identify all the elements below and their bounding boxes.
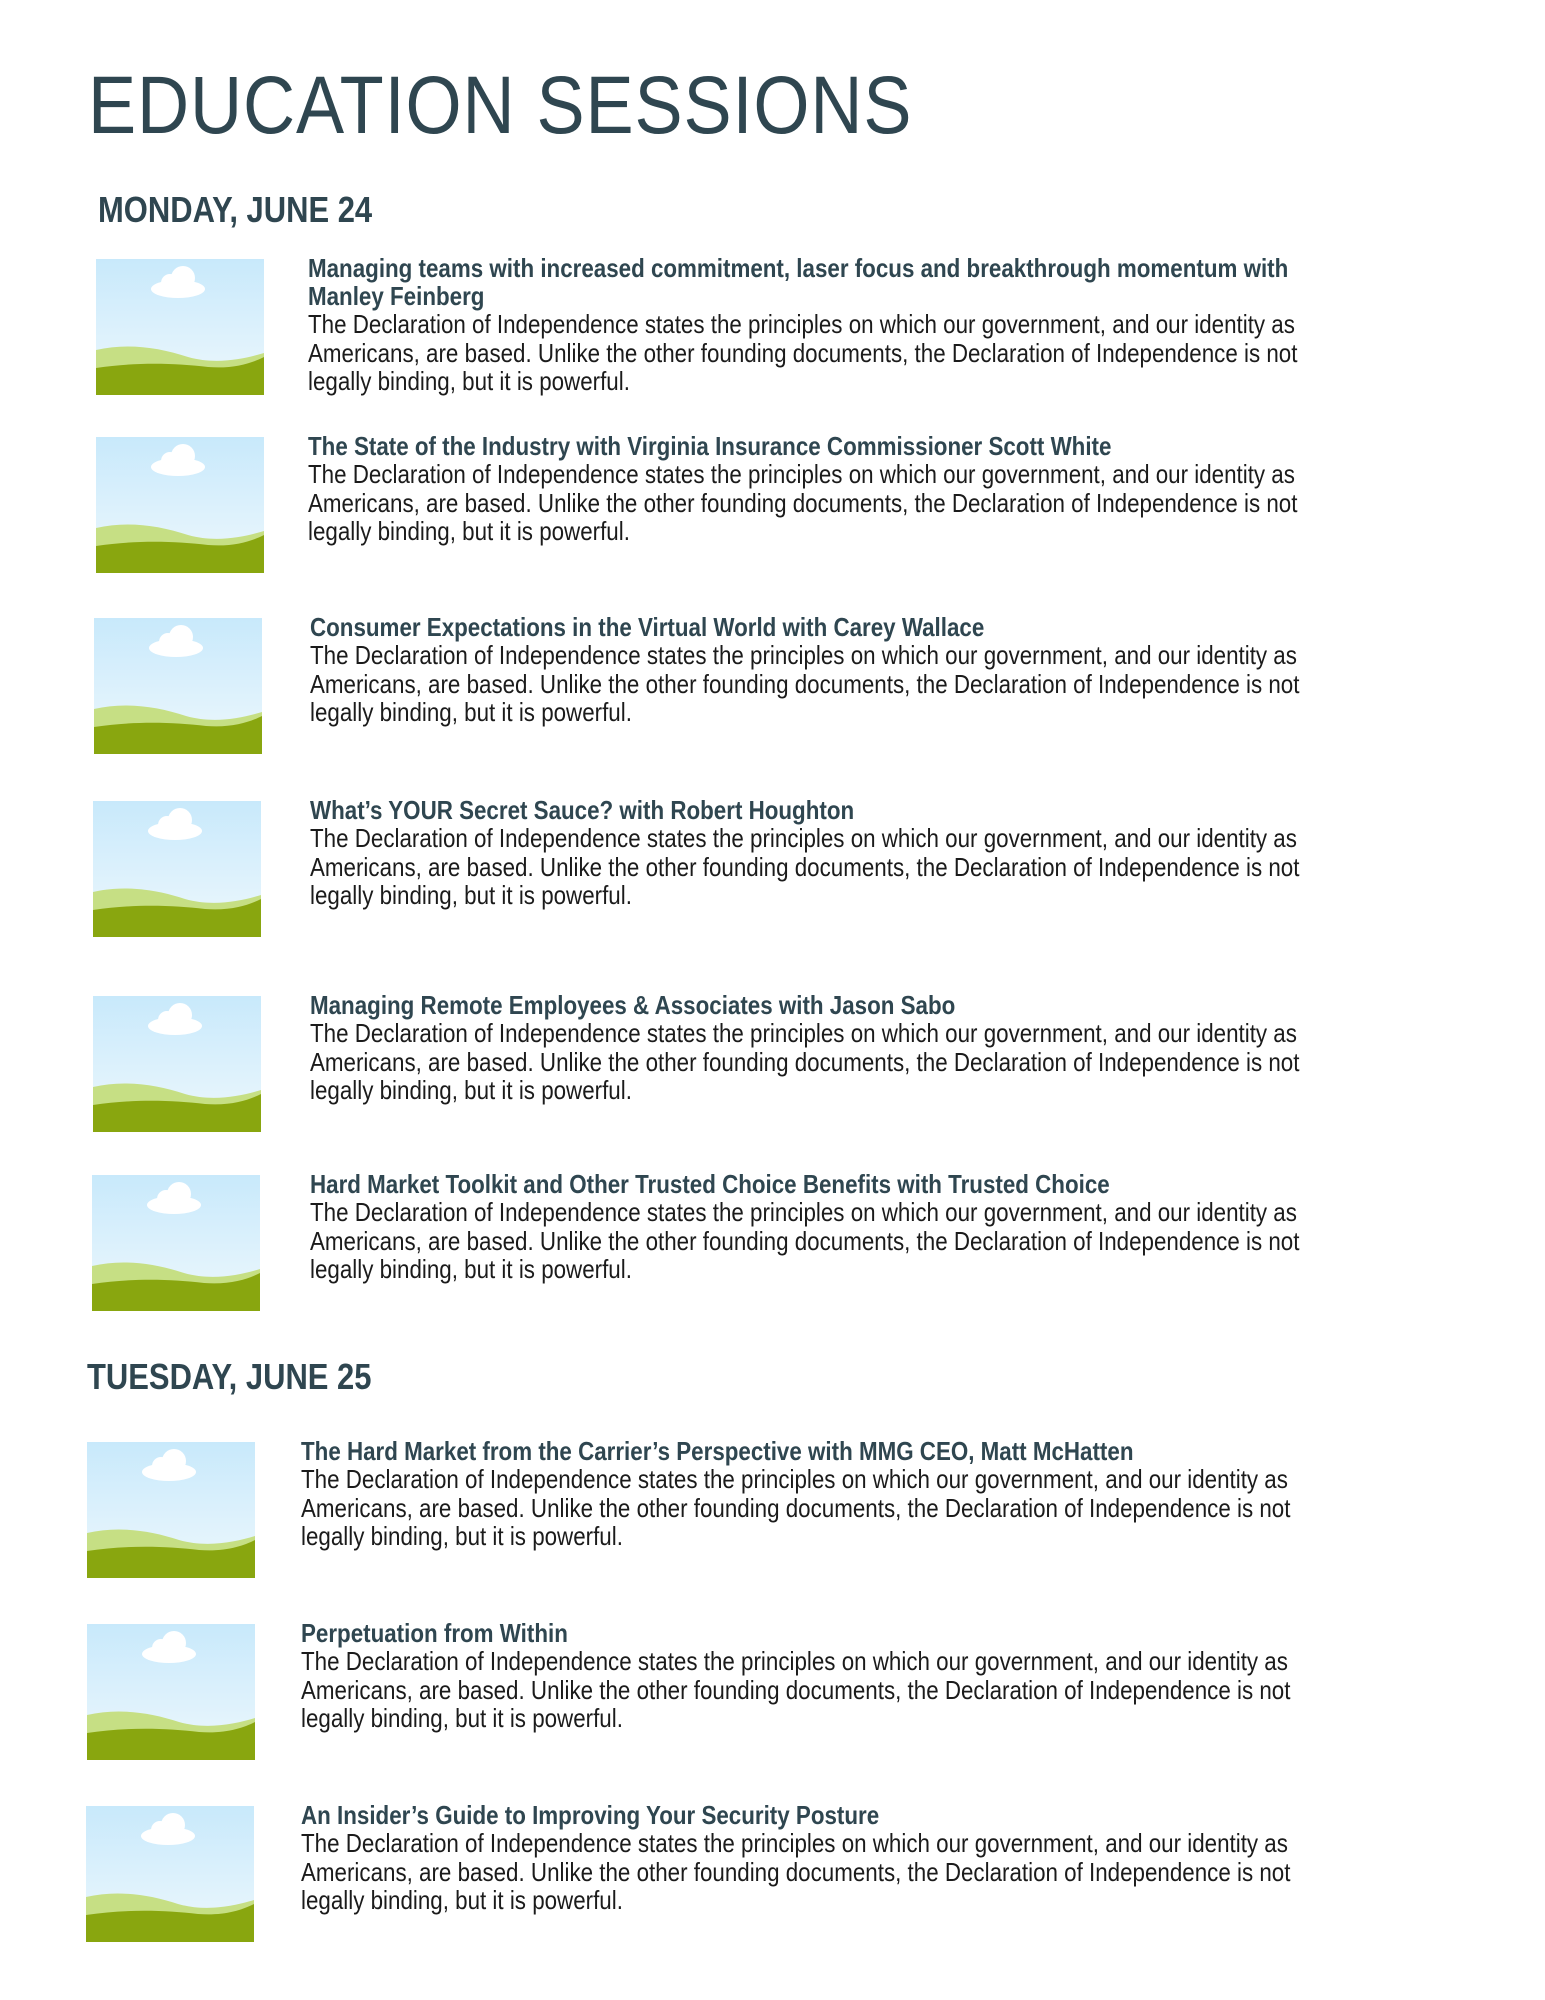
session-description: The Declaration of Independence states the principles on which our government, and our identity as Americans, are based. Unlike the other founding documents, the Declaration of Independence is not legally binding, but it is powerful. [301, 1828, 1291, 1915]
session-item [87, 1437, 1516, 1578]
session-item [94, 613, 1490, 754]
session-title: Hard Market Toolkit and Other Trusted Choice Benefits with Trusted Choice [310, 1169, 1110, 1199]
session-title: What’s YOUR Secret Sauce? with Robert Houghton [310, 795, 855, 825]
session-description: The Declaration of Independence states the principles on which our government, and our identity as Americans, are based. Unlike the other founding documents, the Declaration of Independence is not legally binding, but it is powerful. [308, 459, 1298, 546]
session-title: Perpetuation from Within [301, 1618, 568, 1648]
session-description: The Declaration of Independence states the principles on which our government, and our identity as Americans, are based. Unlike the other founding documents, the Declaration of Independence is not legally binding, but it is powerful. [308, 309, 1298, 396]
session-thumbnail [96, 254, 264, 395]
landscape-placeholder-icon [93, 801, 261, 937]
session-thumbnail [94, 613, 262, 754]
session-item [93, 796, 1490, 937]
session-title: An Insider’s Guide to Improving Your Security Posture [301, 1800, 880, 1830]
session-thumbnail [87, 1619, 255, 1760]
session-thumbnail [93, 796, 261, 937]
session-description: The Declaration of Independence states the principles on which our government, and our identity as Americans, are based. Unlike the other founding documents, the Declaration of Independence is not legally binding, but it is powerful. [310, 823, 1300, 910]
landscape-placeholder-icon [96, 259, 264, 395]
session-title: Managing Remote Employees & Associates with Jason Sabo [310, 990, 956, 1020]
landscape-placeholder-icon [93, 996, 261, 1132]
session-description: The Declaration of Independence states the principles on which our government, and our identity as Americans, are based. Unlike the other founding documents, the Declaration of Independence is not legally binding, but it is powerful. [301, 1464, 1291, 1551]
session-title: Consumer Expectations in the Virtual World with Carey Wallace [310, 612, 985, 642]
session-thumbnail [93, 991, 261, 1132]
session-item [92, 1170, 1500, 1311]
landscape-placeholder-icon [87, 1624, 255, 1760]
day-heading-monday: MONDAY, JUNE 24 [98, 189, 373, 230]
day-heading-tuesday: TUESDAY, JUNE 25 [87, 1356, 372, 1397]
session-thumbnail [86, 1801, 254, 1942]
session-description: The Declaration of Independence states the principles on which our government, and our identity as Americans, are based. Unlike the other founding documents, the Declaration of Independence is not legally binding, but it is powerful. [310, 1197, 1300, 1284]
session-title: Managing teams with increased commitment, laser focus and breakthrough momentum with Manley Feinberg [308, 253, 1289, 311]
landscape-placeholder-icon [94, 618, 262, 754]
landscape-placeholder-icon [86, 1806, 254, 1942]
session-item [96, 254, 1488, 396]
session-item [93, 991, 1510, 1132]
session-title: The Hard Market from the Carrier’s Perspective with MMG CEO, Matt McHatten [301, 1436, 1134, 1466]
page-title: EDUCATION SESSIONS [88, 60, 913, 151]
session-item [96, 432, 1488, 573]
landscape-placeholder-icon [87, 1442, 255, 1578]
session-item [87, 1619, 1516, 1760]
session-item [86, 1801, 1481, 1942]
session-description: The Declaration of Independence states the principles on which our government, and our identity as Americans, are based. Unlike the other founding documents, the Declaration of Independence is not legally binding, but it is powerful. [301, 1646, 1291, 1733]
session-description: The Declaration of Independence states the principles on which our government, and our identity as Americans, are based. Unlike the other founding documents, the Declaration of Independence is not legally binding, but it is powerful. [310, 640, 1300, 727]
session-thumbnail [87, 1437, 255, 1578]
session-description: The Declaration of Independence states the principles on which our government, and our identity as Americans, are based. Unlike the other founding documents, the Declaration of Independence is not legally binding, but it is powerful. [310, 1018, 1300, 1105]
session-title: The State of the Industry with Virginia Insurance Commissioner Scott White [308, 431, 1112, 461]
session-thumbnail [92, 1170, 260, 1311]
landscape-placeholder-icon [96, 437, 264, 573]
landscape-placeholder-icon [92, 1175, 260, 1311]
session-thumbnail [96, 432, 264, 573]
